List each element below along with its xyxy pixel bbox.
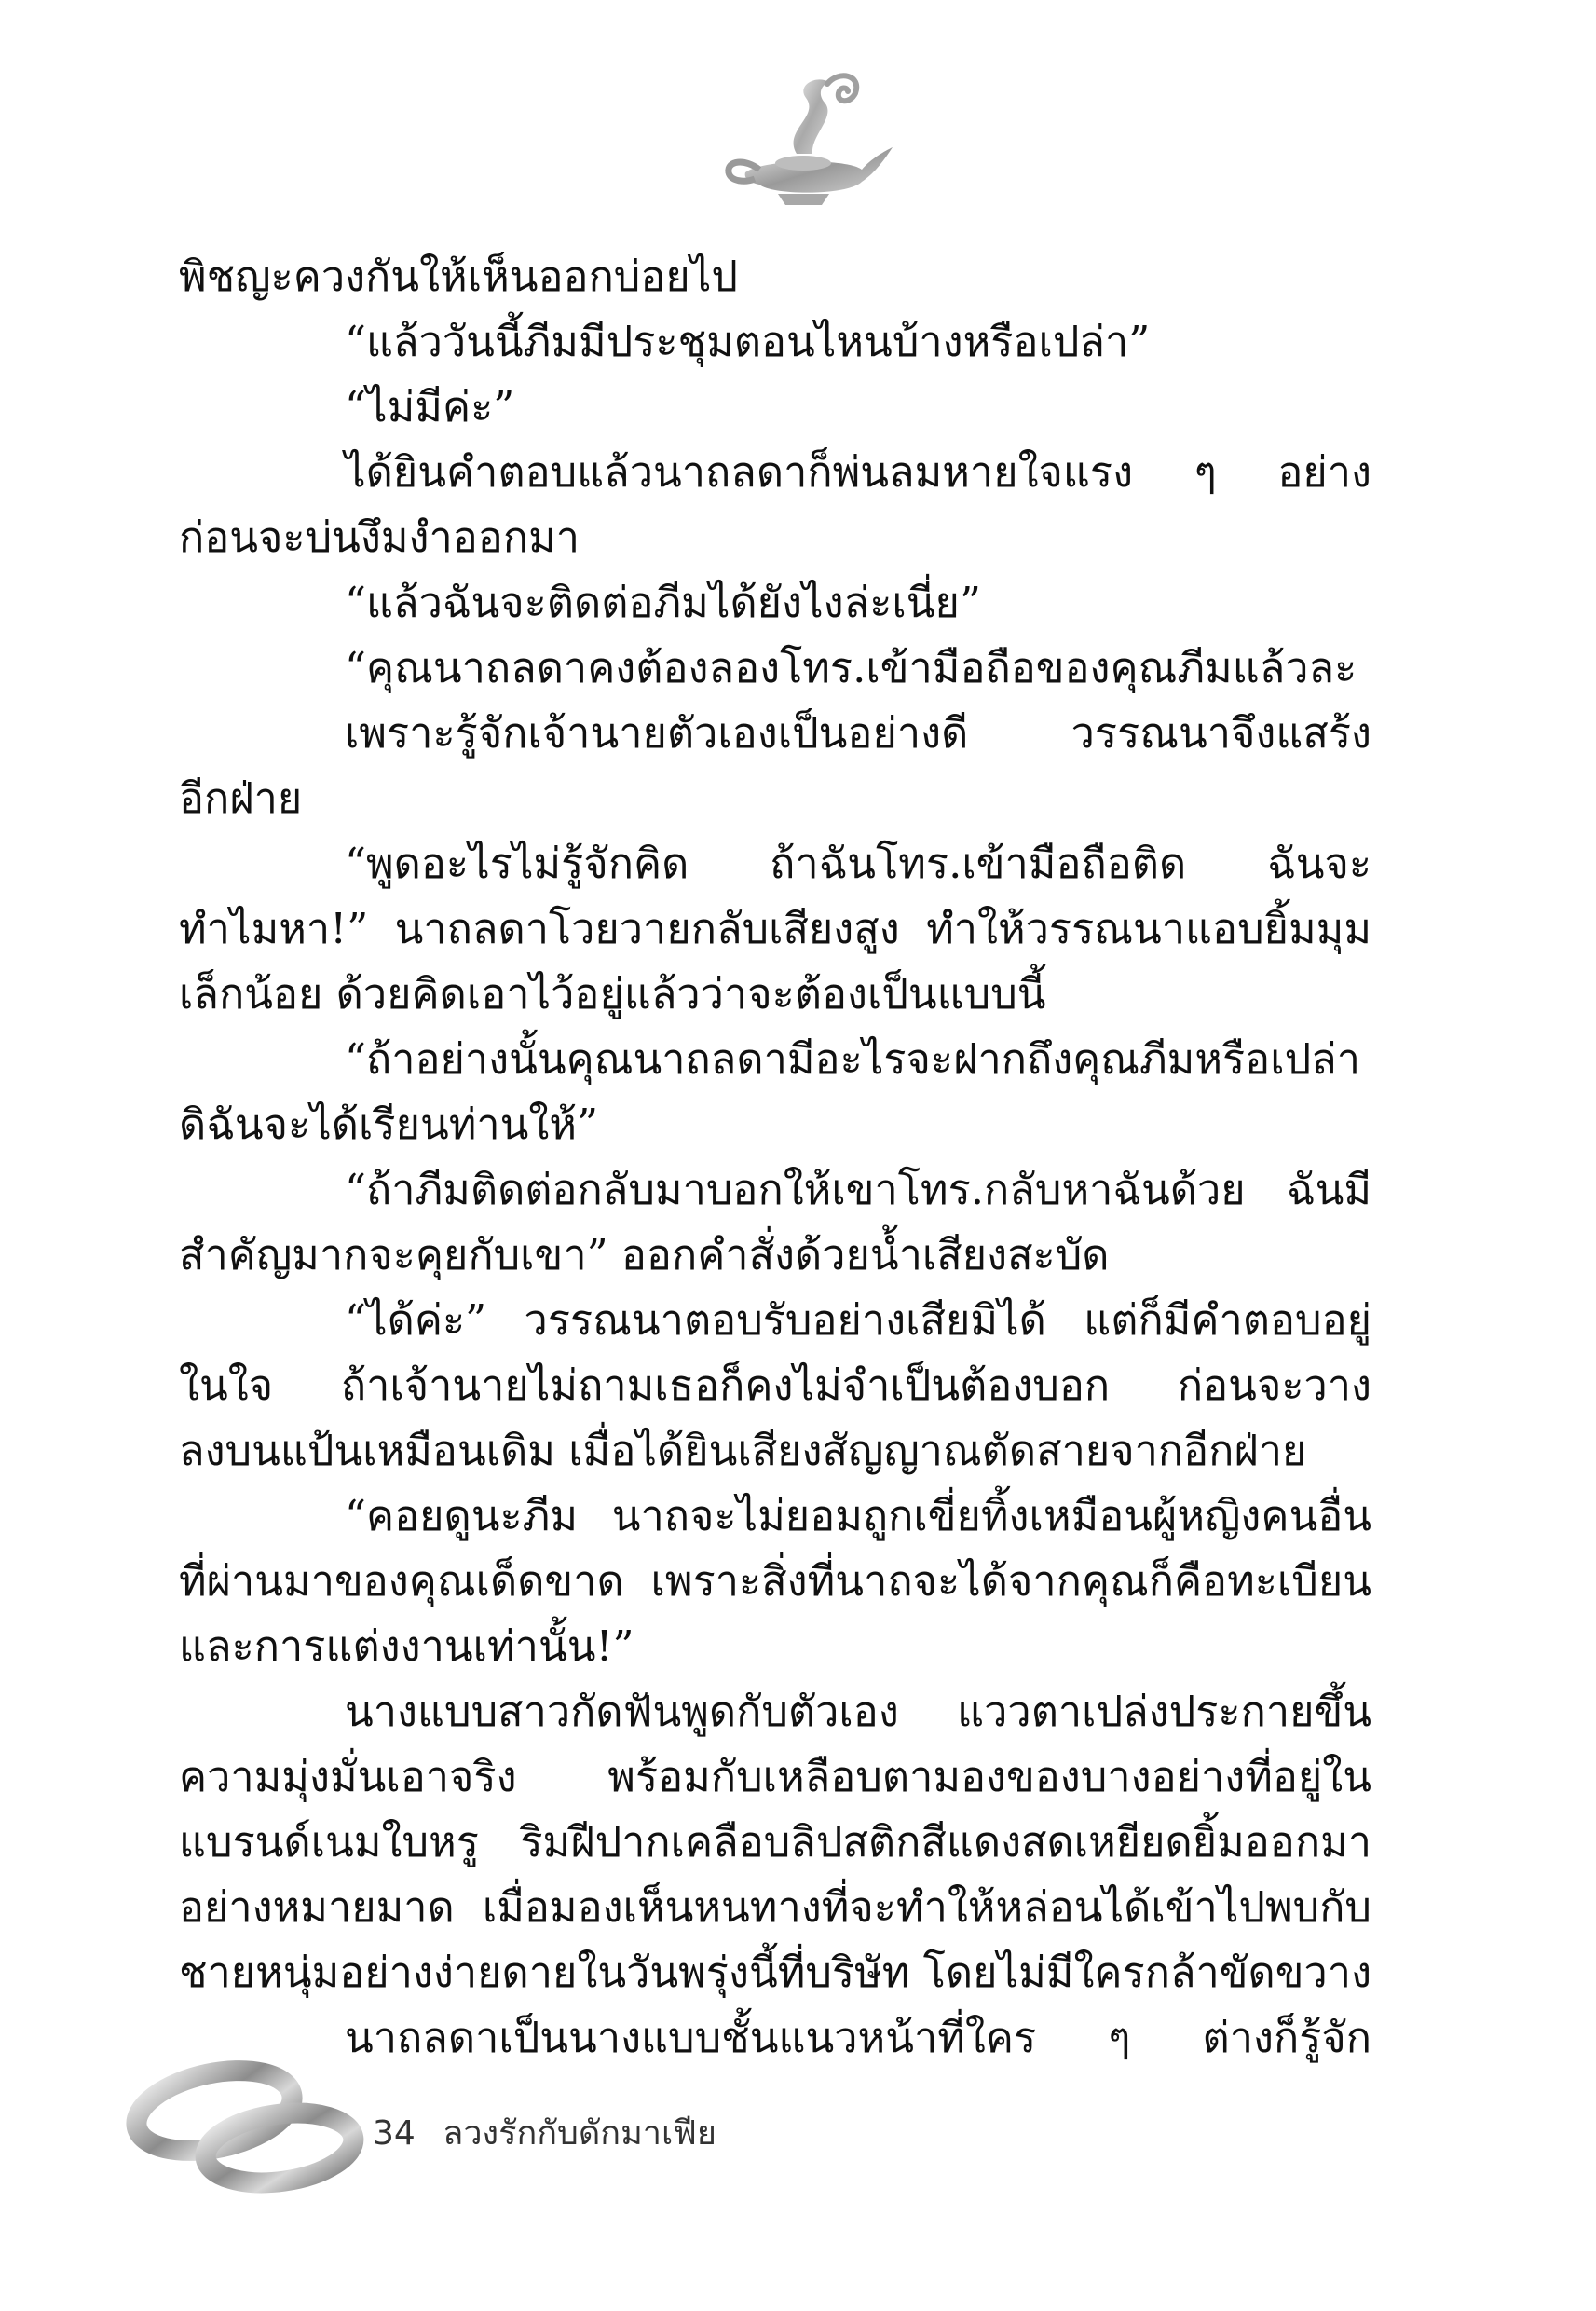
text-line: “ถ้าภีมติดต่อกลับมาบอกให้เขาโทร.กลับหาฉันด้วย ฉันมี: [345, 1165, 1371, 1214]
text-line: อีกฝ่าย: [179, 773, 303, 823]
body-text: [179, 244, 1371, 2071]
text-line: ชายหนุ่มอย่างง่ายดายในวันพรุ่งนี้ที่บริษัท โดยไม่มีใครกล้าขัดขวาง: [179, 1948, 1372, 1997]
text-line: สำคัญมากจะคุยกับเขา” ออกคำสั่งด้วยน้ำเสียงสะบัด: [179, 1230, 1110, 1279]
text-line: อย่างหมายมาด เมื่อมองเห็นหนทางที่จะทำให้หล่อนได้เข้าไปพบกับ: [179, 1882, 1371, 1932]
text-line: ที่ผ่านมาของคุณเด็ดขาด เพราะสิ่งที่นาถจะได้จากคุณก็คือทะเบียน: [179, 1556, 1371, 1606]
text-line: ก่อนจะบ่นงึมงำออกมา: [179, 513, 580, 562]
text-line: “ได้ค่ะ” วรรณนาตอบรับอย่างเสียมิได้ แต่ก็มีคำตอบอยู่: [345, 1295, 1371, 1345]
text-line: “คุณนาถลดาคงต้องลองโทร.เข้ามือถือของคุณภีมแล้วละ: [345, 643, 1357, 692]
text-line: ทำไมหา!” นาถลดาโวยวายกลับเสียงสูง ทำให้วรรณนาแอบยิ้มมุม: [179, 904, 1371, 953]
text-line: “ถ้าอย่างนั้นคุณนาถลดามีอะไรจะฝากถึงคุณภีมหรือเปล่า: [345, 1034, 1360, 1084]
text-line: และการแต่งงานเท่านั้น!”: [179, 1621, 634, 1671]
text-line: “แล้ววันนี้ภีมมีประชุมตอนไหนบ้างหรือเปล่า”: [345, 317, 1151, 366]
text-line: เพราะรู้จักเจ้านายตัวเองเป็นอย่างดี วรรณนาจึงแสร้ง: [345, 708, 1371, 758]
text-line: “ไม่มีค่ะ”: [345, 382, 515, 431]
wedding-rings-icon: [121, 2045, 401, 2195]
text-line: ได้ยินคำตอบแล้วนาถลดาก็พ่นลมหายใจแรง ๆ อย่าง: [345, 447, 1371, 497]
text-line: ดิฉันจะได้เรียนท่านให้”: [179, 1100, 599, 1149]
text-line: ลงบนแป้นเหมือนเดิม เมื่อได้ยินเสียงสัญญาณตัดสายจากอีกฝ่าย: [179, 1426, 1307, 1475]
text-line: นางแบบสาวกัดฟันพูดกับตัวเอง แววตาเปล่งประกายขึ้น: [345, 1687, 1371, 1736]
text-line: ในใจ ถ้าเจ้านายไม่ถามเธอก็คงไม่จำเป็นต้องบอก ก่อนจะวาง: [179, 1361, 1371, 1410]
text-line: นาถลดาเป็นนางแบบชั้นแนวหน้าที่ใคร ๆ ต่างก็รู้จัก: [345, 2013, 1371, 2062]
page-footer: [373, 2106, 733, 2159]
text-line: พิชญะควงกันให้เห็นออกบ่อยไป: [179, 252, 738, 301]
text-line: “พูดอะไรไม่รู้จักคิด ถ้าฉันโทร.เข้ามือถือติด ฉันจะ: [345, 839, 1371, 888]
text-line: ความมุ่งมั่นเอาจริง พร้อมกับเหลือบตามองของบางอย่างที่อยู่ใน: [179, 1752, 1371, 1801]
text-line: “คอยดูนะภีม นาถจะไม่ยอมถูกเขี่ยทิ้งเหมือนผู้หญิงคนอื่น: [345, 1491, 1371, 1540]
text-line: “แล้วฉันจะติดต่อภีมได้ยังไงล่ะเนี่ย”: [345, 578, 981, 627]
text-line: เล็กน้อย ด้วยคิดเอาไว้อยู่แล้วว่าจะต้องเป็นแบบนี้: [179, 969, 1046, 1019]
book-title: ลวงรักกับดักมาเฟีย: [443, 2114, 716, 2153]
page-number: 34: [373, 2114, 416, 2153]
genie-lamp-icon: [708, 65, 894, 214]
text-line: แบรนด์เนมใบหรู ริมฝีปากเคลือบลิปสติกสีแดงสดเหยียดยิ้มออกมา: [179, 1817, 1371, 1867]
